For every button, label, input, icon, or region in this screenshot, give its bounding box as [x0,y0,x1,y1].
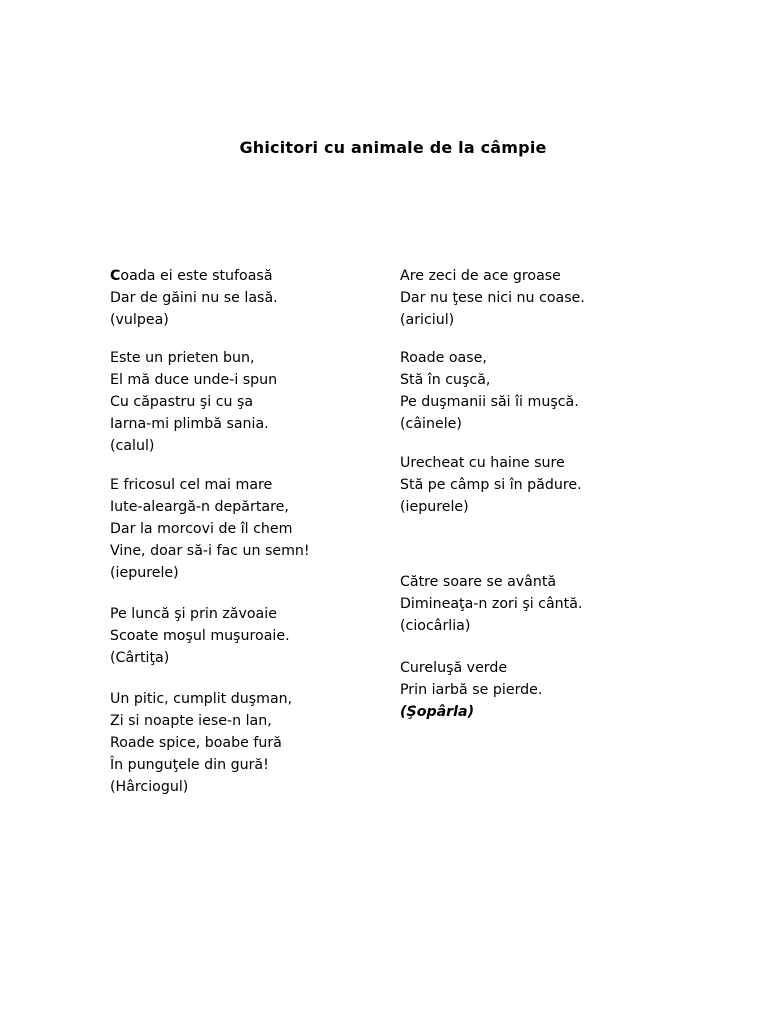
page-title: Ghicitori cu animale de la câmpie [239,138,547,157]
riddle-line: Stă în cuşcă, [400,372,491,388]
riddle-answer: (Hârciogul) [110,779,189,795]
riddle-answer: (ariciul) [400,312,455,328]
riddle-line: Cureluşă verde [400,660,508,676]
riddle-line: Un pitic, cumplit duşman, [110,691,293,707]
riddle-line: Pe luncă şi prin zăvoaie [110,606,277,622]
riddle-mole [110,603,410,669]
riddle-answer: (ciocârlia) [400,618,471,634]
riddle-line: Zi si noapte iese-n lan, [110,713,272,729]
riddle-line: Prin iarbă se pierde. [400,682,543,698]
riddle-rabbit [110,474,410,584]
riddle-answer: (Cârtiţa) [110,650,170,666]
riddle-line: Dar de găini nu se lasă. [110,290,278,306]
riddle-line: Roade oase, [400,350,487,366]
riddle-hamster [110,688,410,798]
riddle-line: E fricosul cel mai mare [110,477,273,493]
riddle-line: Are zeci de ace groase [400,268,561,284]
riddle-line: Cu căpastru şi cu şa [110,394,254,410]
riddle-line: Coada ei este stufoasă [110,268,273,284]
riddle-line: Către soare se avântă [400,574,557,590]
riddle-line: Stă pe câmp si în pădure. [400,477,582,493]
riddle-answer: (câinele) [400,416,462,432]
riddle-line: Pe duşmanii săi îi muşcă. [400,394,579,410]
riddle-line: El mă duce unde-i spun [110,372,278,388]
riddle-lizard [400,657,700,723]
riddle-answer: (iepurele) [110,565,179,581]
riddle-line: Iarna-mi plimbă sania. [110,416,269,432]
riddle-line: În punguţele din gură! [110,757,269,773]
riddle-line: Dar nu ţese nici nu coase. [400,290,585,306]
riddle-answer: (iepurele) [400,499,469,515]
riddle-line: Iute-aleargă-n depărtare, [110,499,289,515]
drop-letter: C [110,268,121,284]
riddle-answer: (vulpea) [110,312,169,328]
riddle-line: Urecheat cu haine sure [400,455,565,471]
riddle-answer: (Şopârla) [400,704,475,720]
riddle-lark [400,571,700,637]
riddle-fox [110,265,410,331]
riddle-line: Vine, doar să-i fac un semn! [110,543,310,559]
riddle-horse [110,347,410,457]
riddle-answer: (calul) [110,438,155,454]
riddle-line: Scoate moşul muşuroaie. [110,628,290,644]
riddle-line: Dimineaţa-n zori şi cântă. [400,596,583,612]
riddle-hedgehog [400,265,700,331]
riddle-hare [400,452,700,518]
riddle-line: Dar la morcovi de îl chem [110,521,293,537]
riddle-line: Roade spice, boabe fură [110,735,282,751]
riddle-dog [400,347,700,435]
riddle-line: Este un prieten bun, [110,350,255,366]
